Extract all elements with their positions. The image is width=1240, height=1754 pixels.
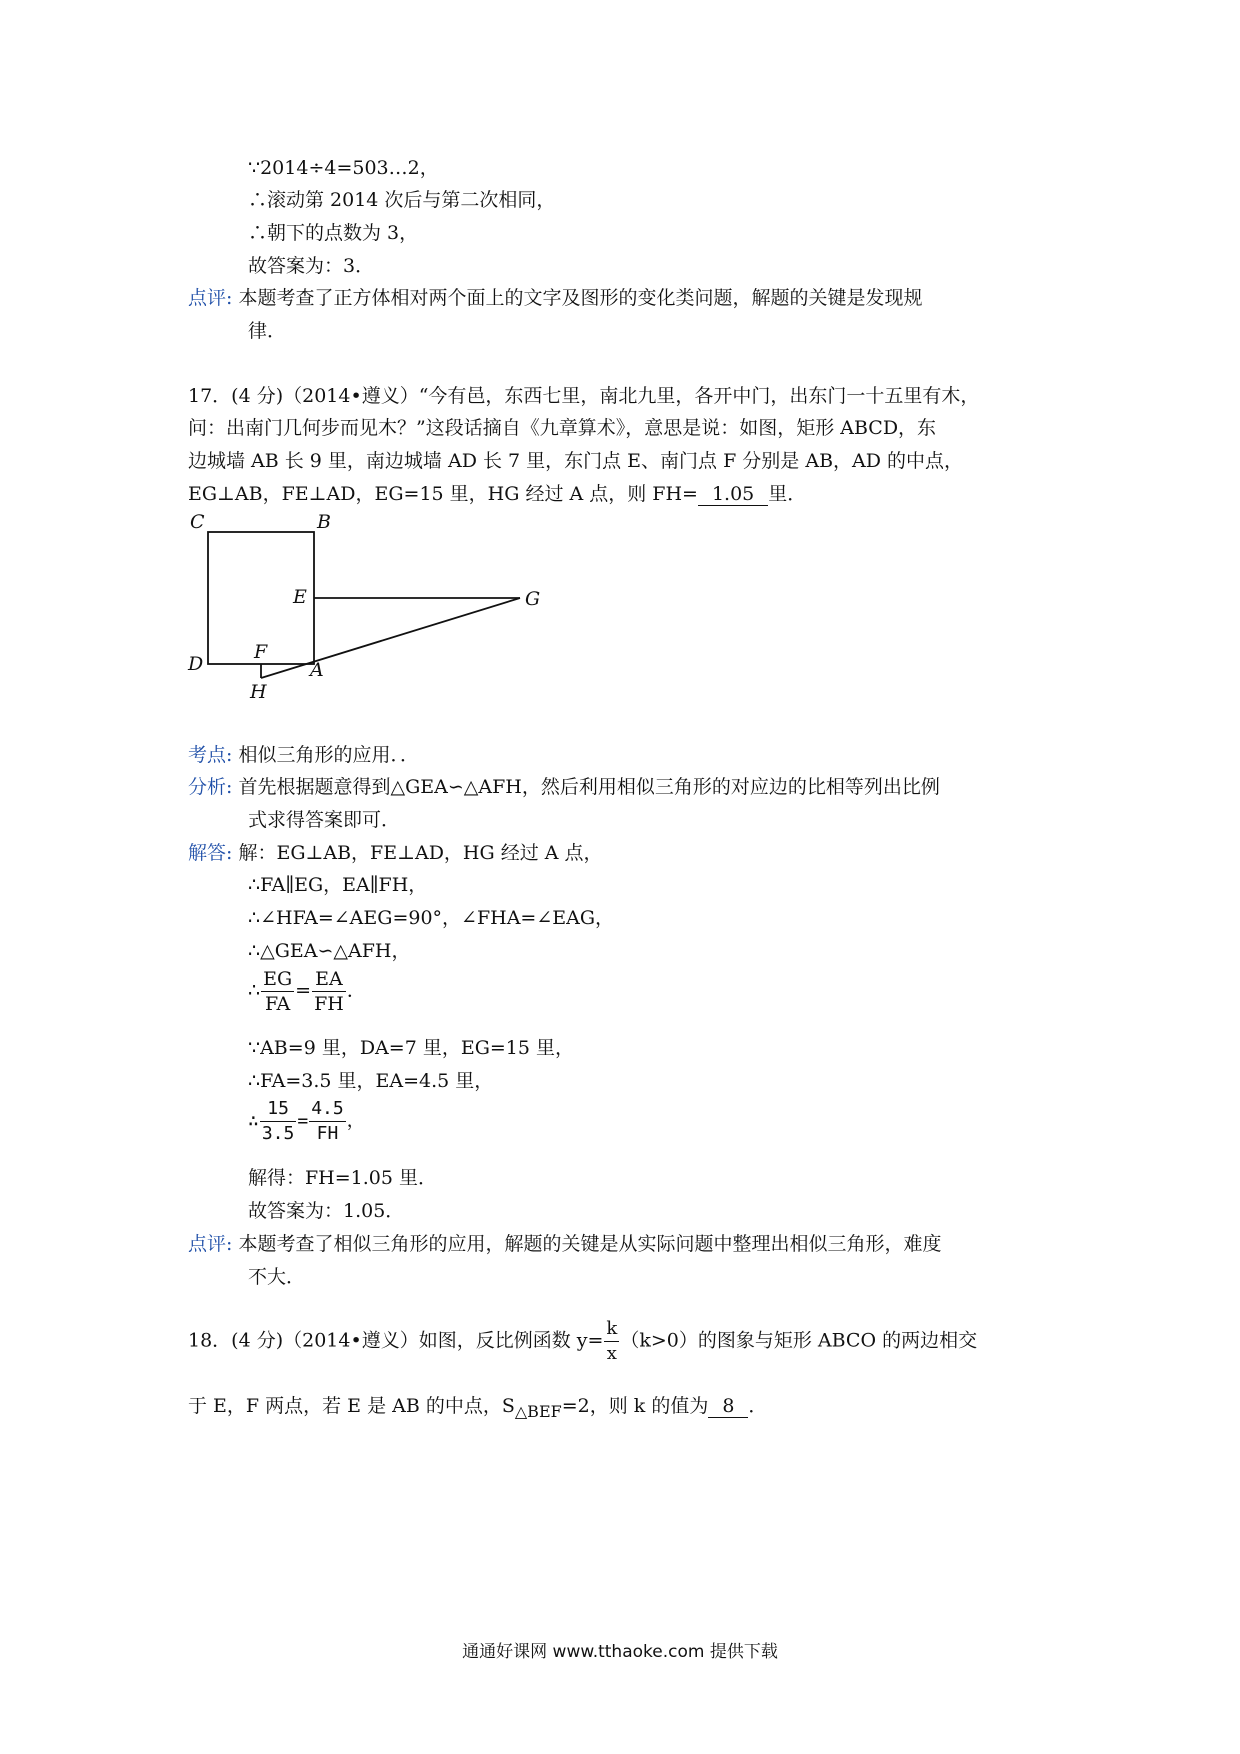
q18-line-1-end: （k>0）的图象与矩形 ABCO 的两边相交: [620, 1329, 978, 1352]
prev-comment: [188, 285, 922, 311]
q17-line-1: 17．(4 分)（2014•遵义）“今有邑，东西七里，南北九里，各开中门，出东门一十五里有木，: [188, 385, 980, 407]
segment-gh: [261, 598, 520, 678]
q18-line-2-end: ．: [748, 1395, 768, 1417]
fraction-denominator: FA: [264, 993, 291, 1015]
jieda-step-9: 解得：FH=1.05 里．: [248, 1167, 438, 1189]
comment-text: 本题考查了相似三角形的应用，解题的关键是从实际问题中整理出相似三角形，难度: [238, 1233, 942, 1255]
fenxi-text: 首先根据题意得到△GEA∽△AFH，然后利用相似三角形的对应边的比相等列出比例: [238, 776, 940, 798]
label-h: H: [250, 681, 267, 703]
jieda-step-6: ∵AB=9 里，DA=7 里，EG=15 里，: [248, 1037, 575, 1059]
jieda-step-3: ∴∠HFA=∠AEG=90°，∠FHA=∠EAG，: [248, 907, 615, 929]
fraction-denominator: x: [606, 1343, 617, 1364]
label-d: D: [188, 653, 204, 675]
q18-line-2-text: 于 E，F 两点，若 E 是 AB 的中点，S: [188, 1395, 515, 1417]
page-footer: 通通好课网 www.tthaoke.com 提供下载: [462, 1642, 778, 1662]
fraction-numerator: k: [604, 1317, 619, 1342]
jieda-step-7: ∴FA=3.5 里，EA=4.5 里，: [248, 1070, 494, 1092]
prev-step-1: ∵2014÷4=503…2，: [248, 157, 439, 179]
label-e: E: [293, 586, 307, 608]
label-b: B: [317, 511, 331, 533]
label-f: F: [254, 641, 268, 663]
q17-line-4-text: EG⊥AB，FE⊥AD，EG=15 里，HG 经过 A 点，则 FH=: [188, 483, 698, 505]
fraction-numerator: EA: [312, 967, 346, 992]
equals-sign: =: [297, 1110, 309, 1132]
jieda-step-4: ∴△GEA∽△AFH，: [248, 940, 411, 962]
q17-line-4: [188, 481, 806, 507]
q17-comment-cont: 不大．: [248, 1266, 306, 1288]
comment-text: 本题考查了正方体相对两个面上的文字及图形的变化类问题，解题的关键是发现规: [238, 287, 923, 309]
fenxi-label: 分析:: [188, 776, 233, 798]
fraction-denominator: 3.5: [261, 1123, 295, 1144]
jieda-step-1: 解：EG⊥AB，FE⊥AD，HG 经过 A 点，: [238, 842, 603, 864]
q18-line-2-mid: =2，则 k 的值为: [561, 1395, 709, 1417]
equals-sign: =: [295, 979, 312, 1002]
q17-figure: [180, 508, 560, 704]
therefore-sign: ∴: [248, 1110, 259, 1132]
comma: ，: [346, 1110, 365, 1132]
comment-label: 点评:: [188, 1233, 233, 1255]
q17-jieda: [188, 840, 603, 866]
label-g: G: [525, 588, 541, 610]
fraction-4.5-fh: [309, 1097, 346, 1146]
q17-answer-blank: 1.05: [698, 483, 768, 506]
prev-step-2: ∴滚动第 2014 次后与第二次相同，: [248, 189, 556, 211]
fraction-denominator: FH: [316, 1123, 339, 1144]
prev-step-3: ∴朝下的点数为 3，: [248, 222, 419, 244]
jieda-label: 解答:: [188, 842, 233, 864]
q17-line-2: 问：出南门几何步而见木？”这段话摘自《九章算术》，意思是说：如图，矩形 ABCD，东: [188, 417, 937, 439]
prev-comment-cont: 律．: [248, 320, 287, 342]
q17-comment: [188, 1231, 941, 1257]
jieda-step-8: [248, 1097, 365, 1146]
label-a: A: [310, 659, 324, 681]
prev-step-4: 故答案为：3．: [248, 255, 375, 277]
comment-label: 点评:: [188, 287, 233, 309]
q18-line-2: [188, 1393, 767, 1425]
jieda-step-5: [248, 967, 366, 1016]
jieda-step-10: 故答案为：1.05．: [248, 1200, 405, 1222]
fraction-ea-fh: [312, 967, 346, 1016]
q18-line-1: [188, 1317, 977, 1366]
area-subscript: △BEF: [514, 1401, 562, 1421]
q17-fenxi-cont: 式求得答案即可．: [248, 809, 401, 831]
q17-fenxi: [188, 774, 940, 800]
fraction-numerator: EG: [263, 968, 293, 990]
fraction-numerator: 15: [260, 1097, 297, 1122]
kaodian-label: 考点:: [188, 744, 233, 766]
q17-kaodian: [188, 742, 419, 768]
label-c: C: [190, 511, 205, 533]
q18-answer-blank: 8: [708, 1395, 748, 1418]
fraction-k-x: [604, 1317, 619, 1366]
fraction-denominator: FH: [314, 993, 344, 1015]
kaodian-text: 相似三角形的应用．．: [238, 744, 419, 766]
fraction-eg-fa: [261, 967, 294, 1016]
jieda-step-2: ∴FA∥EG，EA∥FH，: [248, 874, 428, 896]
q17-line-3: 边城墙 AB 长 9 里，南边城墙 AD 长 7 里，东门点 E、南门点 F 分别是 AB，AD 的中点，: [188, 450, 964, 472]
q17-line-4-end: 里．: [768, 483, 807, 505]
fraction-15-3.5: [260, 1097, 297, 1146]
period: ．: [346, 979, 366, 1002]
q18-line-1-text: 18．(4 分)（2014•遵义）如图，反比例函数 y=: [188, 1329, 604, 1352]
therefore-sign: ∴: [248, 979, 261, 1002]
fraction-numerator: 4.5: [309, 1097, 346, 1122]
